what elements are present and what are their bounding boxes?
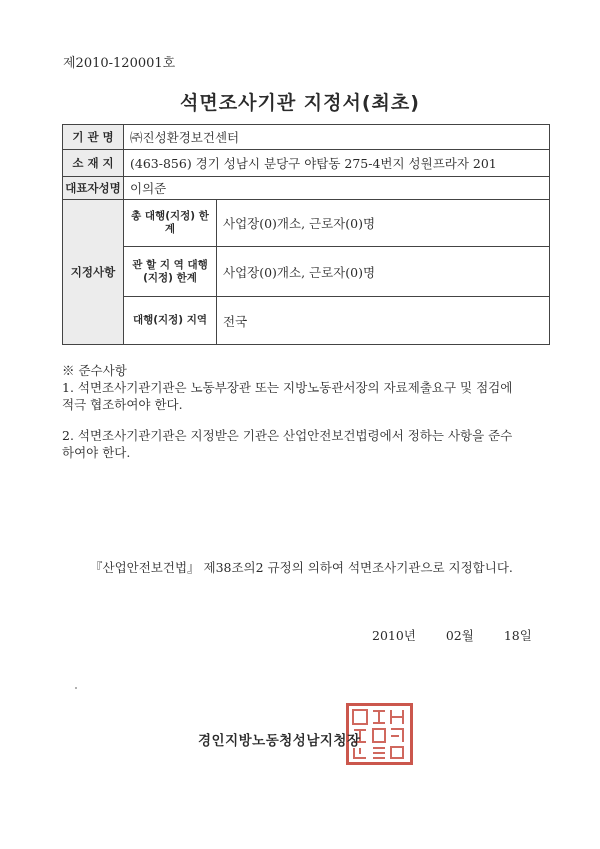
document-title: 석면조사기관 지정서(최초) [180,92,420,114]
issuer-name: 경인지방노동청성남지청장 [198,733,361,749]
scan-speck [75,687,77,689]
issue-date-day: 18일 [503,628,532,643]
table-row [63,200,550,247]
address-value: (463-856) 경기 성남시 분당구 야탑동 275-4번지 성원프라자 201 [124,150,550,177]
regional-limit-label: 관 할 지 역 대행(지정) 한계 [124,247,217,297]
representative-value: 이의준 [124,177,550,200]
notes-item-1: 1. 석면조사기관기관은 노동부장관 또는 지방노동관서장의 자료제출요구 및 점검에 적극 협조하여야 한다. [62,380,513,412]
notes-heading: ※ 준수사항 [62,363,127,378]
document-number: 제2010-120001호 [63,56,176,71]
agency-name-value: ㈜진성환경보건센터 [124,125,550,150]
issue-date-year: 2010년 [372,628,416,643]
area-label: 대행(지정) 지역 [124,297,217,345]
designation-label: 지정사항 [63,200,124,345]
table-row [63,150,550,177]
issue-date-month: 02월 [445,628,474,643]
total-limit-value: 사업장(0)개소, 근로자(0)명 [217,200,550,247]
area-value: 전국 [217,297,550,345]
issue-date [372,626,532,644]
designation-table [62,124,550,345]
table-row [63,297,550,345]
declaration-text: 『산업안전보건법』 제38조의2 규정의 의하여 석면조사기관으로 지정합니다. [90,560,513,575]
table-row [63,177,550,200]
notes-item-2: 2. 석면조사기관기관은 지정받은 기관은 산업안전보건법령에서 정하는 사항을 준수하여야 한다. [62,428,513,460]
total-limit-label: 총 대행(지정) 한 계 [124,200,217,247]
table-row [63,247,550,297]
regional-limit-value: 사업장(0)개소, 근로자(0)명 [217,247,550,297]
address-label: 소 재 지 [63,150,124,177]
representative-label: 대표자성명 [63,177,124,200]
agency-name-label: 기 관 명 [63,125,124,150]
compliance-notes [62,362,522,461]
table-row [63,125,550,150]
